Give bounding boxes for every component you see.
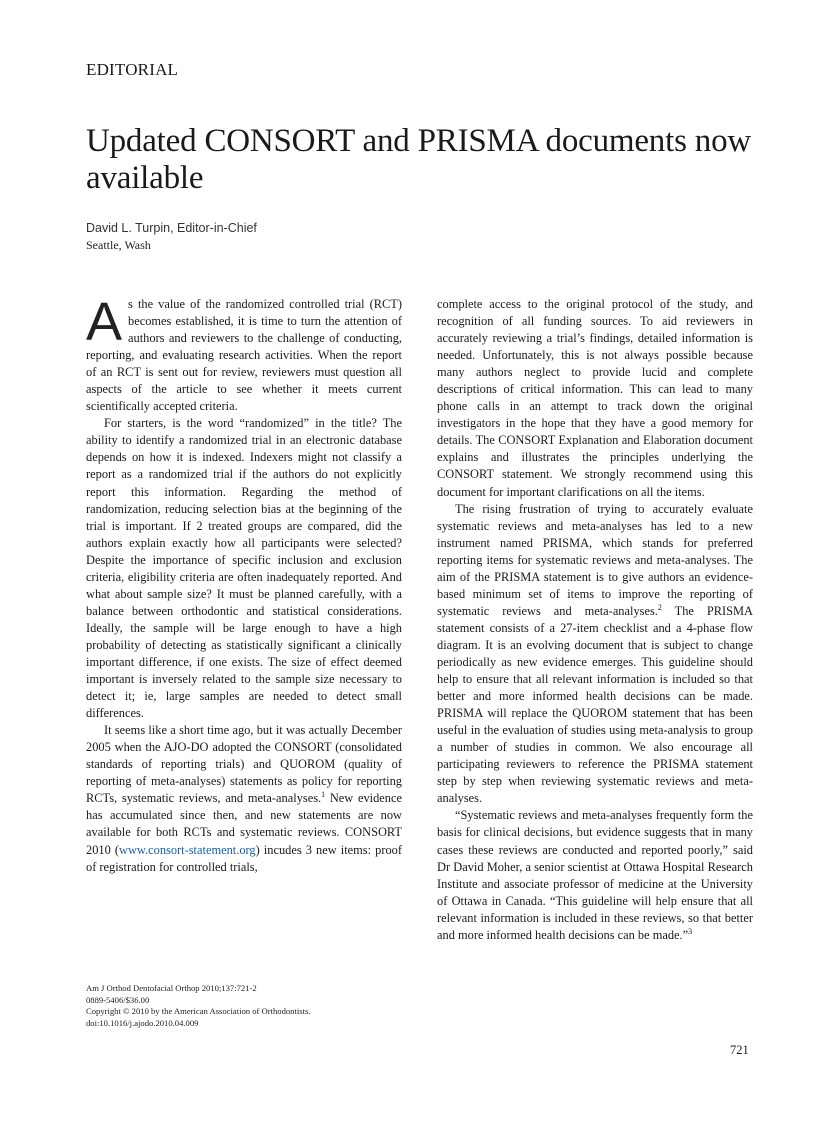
page-number: 721: [730, 1043, 749, 1057]
paragraph-intro: [86, 292, 402, 415]
paragraph-quote: [437, 807, 753, 943]
drop-cap: A: [86, 292, 123, 352]
paragraph-history: [86, 722, 402, 875]
article-footer: [86, 983, 310, 1029]
paragraph-randomized: For starters, is the word “randomized” in the title? The ability to identify a randomized trial in an electronic database depends on how it is indexed. Indexers might not classify a report as a randomized trial if the authors do not explicitly report this information. Regarding the method of randomization, reducing selection bias at the beginning of the trial is important. If 2 treated groups are compared, did the authors explain exactly how all participants were selected? Despite the importance of specific inclusion and exclusion criteria, eligibility criteria are often inadequately reported. And what about sample size? It must be planned carefully, with a balance between orthodontic and statistical considerations. Ideally, the sample will be large enough to have a high probability of detecting as statistically significant a clinically important difference, if one exists. The size of effect deemed important is inversely related to the sample size necessary to detect it; ie, large samples are needed to detect small differences.: [86, 416, 402, 721]
paragraph-protocol: complete access to the original protocol of the study, and recognition of all funding sources. To aid reviewers in accurately reviewing a trial’s findings, detailed information is needed. Unfortunately, this is not always possible because many authors neglect to provide lucid and complete descriptions of critical information. This can lead to many phone calls in an attempt to track down the original investigators in the hope that they have a good memory for details. The CONSORT Explanation and Elaboration document explains and illustrates the principles underlying the CONSORT statement. We strongly recommend using this document for important clarifications on all the items.: [437, 297, 753, 499]
reference-2[interactable]: 2: [657, 602, 662, 612]
history-text-c: ) incudes 3 new items: proof of registration for controlled trials,: [86, 842, 402, 874]
history-text-a: It seems like a short time ago, but it was actually December 2005 when the AJO-DO adopted the CONSORT (consolidated standards of reporting trials) and QUOROM (quality of reporting of meta-analyses) statements as policy for reporting RCTs, systematic reviews, and meta-analyses.: [86, 723, 402, 806]
prisma-text-a: The rising frustration of trying to accurately evaluate systematic reviews and meta-analyses has led to a new instrument named PRISMA, which stands for preferred reporting items for systematic reviews and meta-analyses. The aim of the PRISMA statement is to give authors an evidence-based minimum set of items to improve the reporting of systematic reviews and meta-analyses.: [437, 501, 753, 618]
reference-3[interactable]: 3: [688, 926, 693, 936]
author-byline: David L. Turpin, Editor-in-Chief: [86, 221, 257, 235]
copyright-notice: Copyright © 2010 by the American Association of Orthodontists.: [86, 1006, 311, 1017]
issn-price: 0889-5406/$36.00: [86, 994, 150, 1005]
reference-1[interactable]: 1: [321, 790, 326, 800]
right-column: [437, 296, 753, 944]
history-text-b: New evidence has accumulated since then, and new statements are now available for both RCTs and systematic reviews. CONSORT 2010 (: [86, 791, 402, 857]
doi[interactable]: doi:10.1016/j.ajodo.2010.04.009: [86, 1017, 199, 1028]
section-label: EDITORIAL: [86, 60, 179, 79]
journal-citation: Am J Orthod Dentofacial Orthop 2010;137:721-2: [86, 983, 257, 993]
paragraph-prisma: [437, 501, 753, 808]
consort-link[interactable]: www.consort-statement.org: [119, 842, 256, 857]
author-location: Seattle, Wash: [86, 238, 151, 252]
paragraph-intro-text: s the value of the randomized controlled trial (RCT) becomes established, it is time to turn the attention of authors and reviewers to the challenge of conducting, reporting, and evaluating research activities. When the report of an RCT is sent out for review, reviewers must question all aspects of the article to see whether it meets current scientifically accepted criteria.: [86, 297, 402, 414]
prisma-text-b: The PRISMA statement consists of a 27-item checklist and a 4-phase flow diagram. It is an evolving document that is subject to change periodically as new evidence emerges. This guideline should help to ensure that all relevant information is included so that better and more informed health decisions can be made. PRISMA will replace the QUOROM statement that has been useful in the evaluation of studies using meta-analysis to group a number of studies in common. We also encourage all participating reviewers to reference the PRISMA statement step by step when reviewing systematic reviews and meta-analyses.: [437, 603, 753, 806]
article-title: Updated CONSORT and PRISMA documents now available: [86, 123, 752, 196]
quote-text: “Systematic reviews and meta-analyses frequently form the basis for clinical decisions, but evidence suggests that in many cases these reviews are conducted and reported poorly,” said Dr David Moher, a senior scientist at Ottawa Hospital Research Institute and associate professor of medicine at the University of Ottawa in Canada. “This guideline will help ensure that all relevant information is included in these reviews, so that better and more informed health decisions can be made.”: [437, 808, 753, 942]
left-column: [86, 292, 402, 876]
